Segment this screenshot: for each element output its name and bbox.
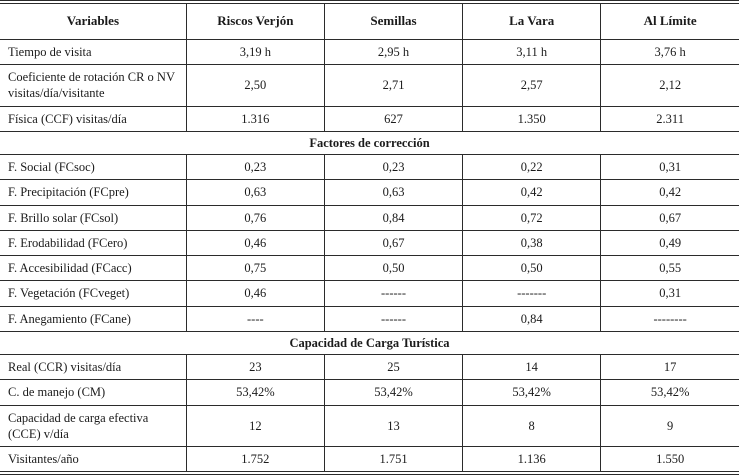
table-row [0, 256, 739, 281]
cell-value: 0,84 [324, 205, 462, 230]
table-row [0, 155, 739, 180]
cell-value: 1.550 [601, 447, 739, 474]
cell-value: 1.350 [463, 106, 601, 131]
cell-value: ------ [324, 281, 462, 306]
row-label: Real (CCR) visitas/día [0, 355, 186, 380]
cell-value: 53,42% [186, 380, 324, 405]
row-label: F. Vegetación (FCveget) [0, 281, 186, 306]
cell-value: 53,42% [463, 380, 601, 405]
cell-value: 0,84 [463, 306, 601, 331]
header-row [0, 2, 739, 39]
table-row [0, 180, 739, 205]
row-label: Visitantes/año [0, 447, 186, 474]
table-row [0, 65, 739, 107]
table-row [0, 306, 739, 331]
cell-value: 2,12 [601, 65, 739, 107]
table-row [0, 106, 739, 131]
cell-value: 1.751 [324, 447, 462, 474]
section-title-capacidad: Capacidad de Carga Turística [0, 331, 739, 354]
row-label: F. Anegamiento (FCane) [0, 306, 186, 331]
cell-value: 0,38 [463, 230, 601, 255]
cell-value: 0,49 [601, 230, 739, 255]
section-title-factores: Factores de corrección [0, 131, 739, 154]
cell-value: 0,23 [324, 155, 462, 180]
row-label: Capacidad de carga efectiva (CCE) v/día [0, 405, 186, 447]
cell-value: -------- [601, 306, 739, 331]
cell-value: 0,63 [186, 180, 324, 205]
cell-value: 12 [186, 405, 324, 447]
cell-value: 17 [601, 355, 739, 380]
row-label: Tiempo de visita [0, 39, 186, 64]
table-row [0, 205, 739, 230]
cell-value: 2,95 h [324, 39, 462, 64]
table-row [0, 405, 739, 447]
cell-value: 2,57 [463, 65, 601, 107]
cell-value: 2,50 [186, 65, 324, 107]
row-label: Física (CCF) visitas/día [0, 106, 186, 131]
cell-value: 2.311 [601, 106, 739, 131]
table-row [0, 447, 739, 474]
cell-value: ---- [186, 306, 324, 331]
cell-value: 14 [463, 355, 601, 380]
cell-value: 0,50 [463, 256, 601, 281]
table-row [0, 355, 739, 380]
cell-value: 8 [463, 405, 601, 447]
cell-value: 0,75 [186, 256, 324, 281]
cell-value: 9 [601, 405, 739, 447]
cell-value: 1.316 [186, 106, 324, 131]
table-row [0, 281, 739, 306]
cell-value: 0,72 [463, 205, 601, 230]
cell-value: 2,71 [324, 65, 462, 107]
cell-value: 3,19 h [186, 39, 324, 64]
cell-value: ------ [324, 306, 462, 331]
cell-value: 0,23 [186, 155, 324, 180]
cell-value: 23 [186, 355, 324, 380]
cell-value: 0,42 [601, 180, 739, 205]
cell-value: 3,76 h [601, 39, 739, 64]
row-label: F. Social (FCsoc) [0, 155, 186, 180]
row-label: F. Precipitación (FCpre) [0, 180, 186, 205]
cell-value: 0,46 [186, 230, 324, 255]
cell-value: 13 [324, 405, 462, 447]
column-header-semillas: Semillas [324, 2, 462, 39]
cell-value: 0,55 [601, 256, 739, 281]
cell-value: 0,31 [601, 155, 739, 180]
row-label: F. Erodabilidad (FCero) [0, 230, 186, 255]
row-label: F. Brillo solar (FCsol) [0, 205, 186, 230]
cell-value: 0,76 [186, 205, 324, 230]
row-label: C. de manejo (CM) [0, 380, 186, 405]
table-row [0, 230, 739, 255]
cell-value: 3,11 h [463, 39, 601, 64]
row-label: F. Accesibilidad (FCacc) [0, 256, 186, 281]
row-label: Coeficiente de rotación CR o NV visitas/día/visitante [0, 65, 186, 107]
column-header-variables: Variables [0, 2, 186, 39]
cell-value: 627 [324, 106, 462, 131]
cell-value: 0,46 [186, 281, 324, 306]
cell-value: 0,63 [324, 180, 462, 205]
cell-value: ------- [463, 281, 601, 306]
column-header-riscos-verjon: Riscos Verjón [186, 2, 324, 39]
column-header-la-vara: La Vara [463, 2, 601, 39]
cell-value: 53,42% [324, 380, 462, 405]
section-header-row [0, 131, 739, 154]
cell-value: 0,42 [463, 180, 601, 205]
cell-value: 0,50 [324, 256, 462, 281]
cell-value: 1.752 [186, 447, 324, 474]
cell-value: 0,22 [463, 155, 601, 180]
cell-value: 1.136 [463, 447, 601, 474]
section-header-row [0, 331, 739, 354]
cell-value: 53,42% [601, 380, 739, 405]
cell-value: 25 [324, 355, 462, 380]
table-row [0, 380, 739, 405]
cell-value: 0,31 [601, 281, 739, 306]
column-header-al-limite: Al Límite [601, 2, 739, 39]
table-row [0, 39, 739, 64]
cell-value: 0,67 [601, 205, 739, 230]
cell-value: 0,67 [324, 230, 462, 255]
